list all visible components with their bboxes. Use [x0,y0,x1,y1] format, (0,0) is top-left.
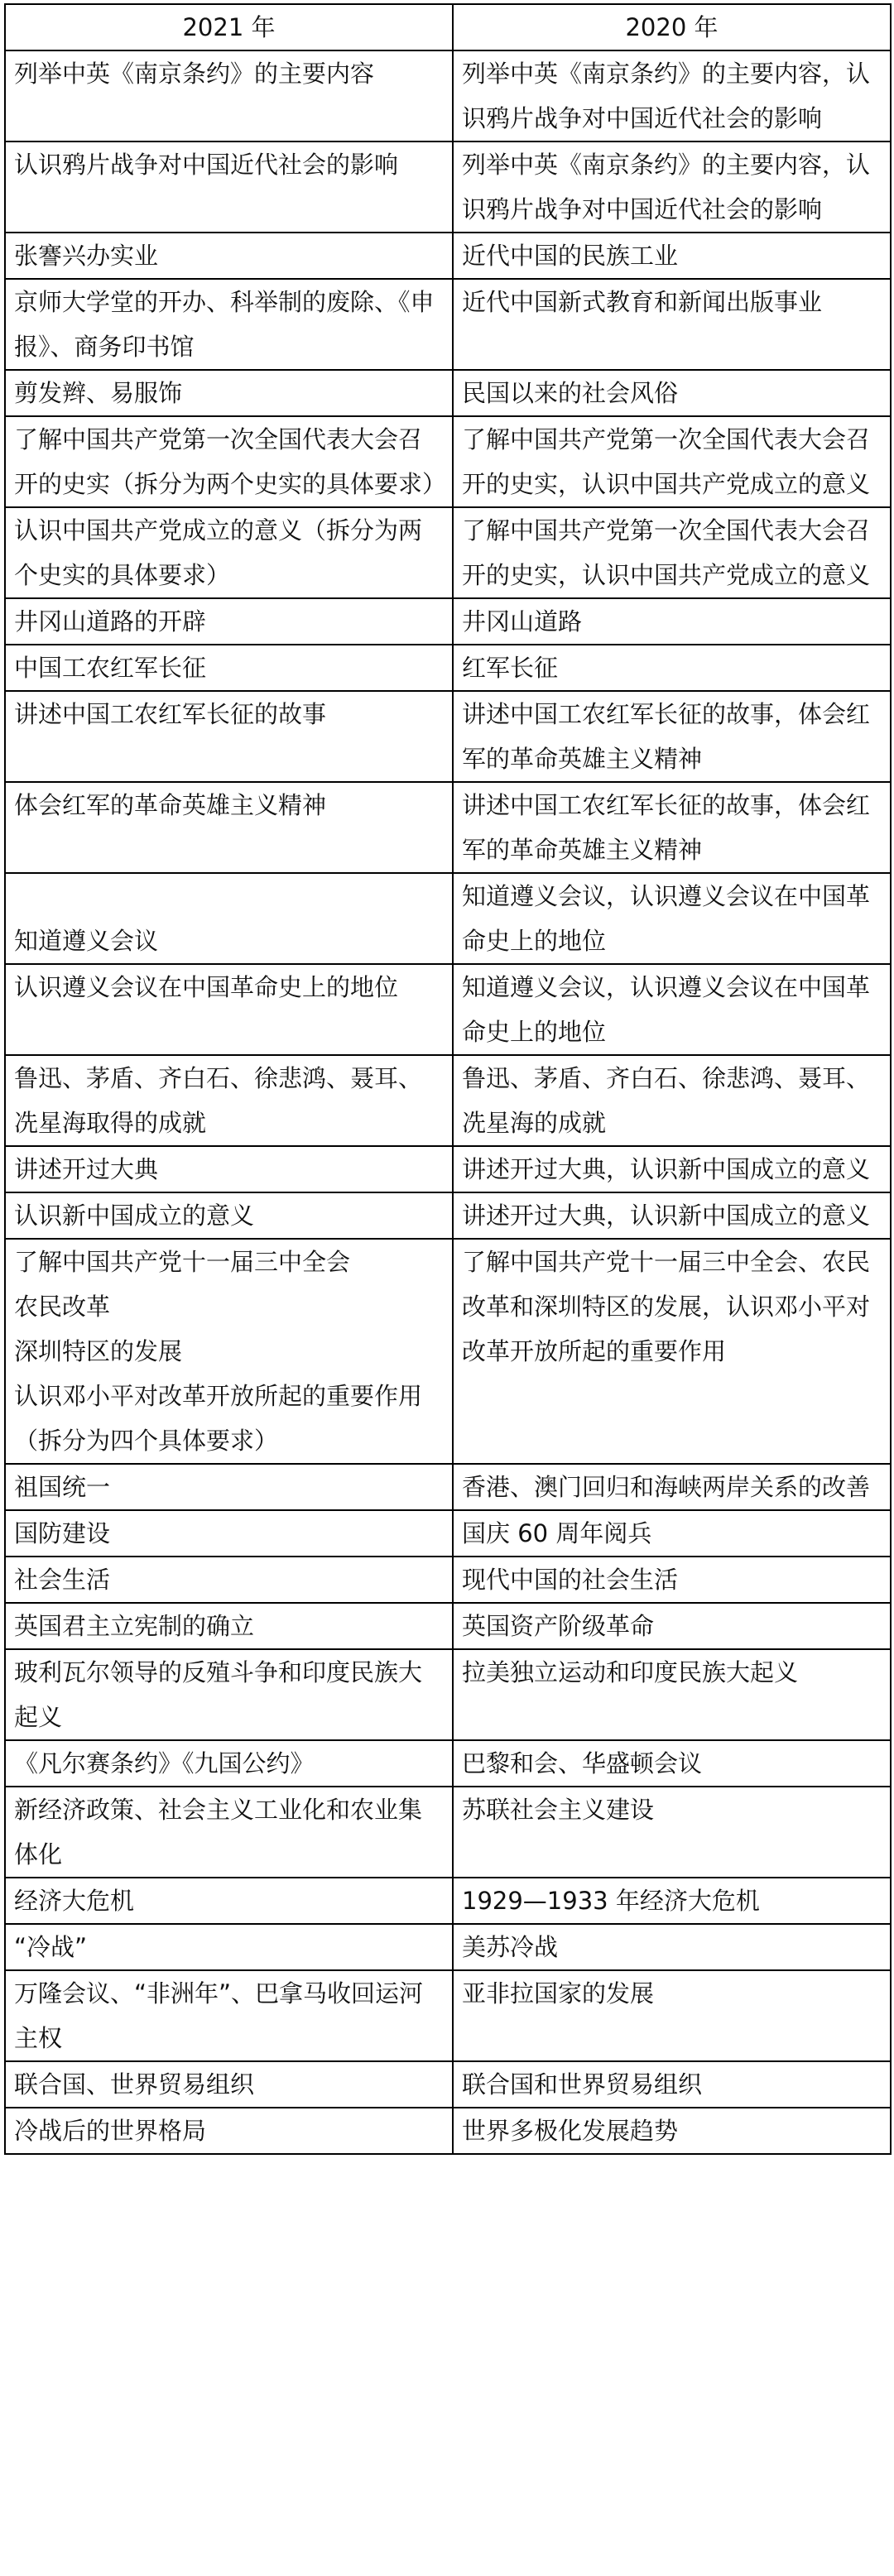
header-row [5,4,891,50]
cell-2020: 讲述中国工农红军长征的故事，体会红军的革命英雄主义精神 [453,782,891,873]
cell-2021: 社会生活 [5,1557,453,1603]
cell-2020: 讲述中国工农红军长征的故事，体会红军的革命英雄主义精神 [453,691,891,782]
cell-2020: 井冈山道路 [453,598,891,645]
table-row [5,1055,891,1146]
table-row [5,1239,891,1464]
cell-2021: 知道遵义会议 [5,873,453,964]
cell-2020: 了解中国共产党十一届三中全会、农民改革和深圳特区的发展，认识邓小平对改革开放所起的重要作用 [453,1239,891,1464]
table-row [5,50,891,142]
table-row [5,1557,891,1603]
cell-2020: 讲述开过大典，认识新中国成立的意义 [453,1146,891,1192]
table-row [5,598,891,645]
cell-2020: 国庆 60 周年阅兵 [453,1510,891,1557]
table-row [5,1878,891,1924]
cell-2021: 京师大学堂的开办、科举制的废除、《申报》、商务印书馆 [5,279,453,370]
cell-2021: 鲁迅、茅盾、齐白石、徐悲鸿、聂耳、冼星海取得的成就 [5,1055,453,1146]
table-row [5,1740,891,1787]
cell-2021: 《凡尔赛条约》《九国公约》 [5,1740,453,1787]
cell-2020: 列举中英《南京条约》的主要内容，认识鸦片战争对中国近代社会的影响 [453,50,891,142]
cell-2020: 1929—1933 年经济大危机 [453,1878,891,1924]
cell-2021: 玻利瓦尔领导的反殖斗争和印度民族大起义 [5,1649,453,1740]
table-row [5,964,891,1055]
table-row [5,1510,891,1557]
cell-2020: 亚非拉国家的发展 [453,1970,891,2061]
table-row [5,1970,891,2061]
table-row [5,507,891,598]
cell-2021: 张謇兴办实业 [5,233,453,279]
table-row [5,1787,891,1878]
cell-2021: 讲述开过大典 [5,1146,453,1192]
table-row [5,1924,891,1970]
table-row [5,279,891,370]
table-row [5,2061,891,2108]
cell-2021: 英国君主立宪制的确立 [5,1603,453,1649]
cell-2021: 认识新中国成立的意义 [5,1192,453,1239]
cell-2021: 新经济政策、社会主义工业化和农业集体化 [5,1787,453,1878]
cell-2021: 万隆会议、“非洲年”、巴拿马收回运河主权 [5,1970,453,2061]
cell-2020: 世界多极化发展趋势 [453,2108,891,2154]
cell-2020: 拉美独立运动和印度民族大起义 [453,1649,891,1740]
table-row [5,1649,891,1740]
cell-2021: 中国工农红军长征 [5,645,453,691]
table-body [5,50,891,2154]
cell-2021: “冷战” [5,1924,453,1970]
table-row [5,233,891,279]
cell-2021: 井冈山道路的开辟 [5,598,453,645]
table-row [5,142,891,233]
cell-2020: 知道遵义会议，认识遵义会议在中国革命史上的地位 [453,873,891,964]
cell-2020: 了解中国共产党第一次全国代表大会召开的史实，认识中国共产党成立的意义 [453,416,891,507]
cell-2020: 巴黎和会、华盛顿会议 [453,1740,891,1787]
cell-2020: 讲述开过大典，认识新中国成立的意义 [453,1192,891,1239]
cell-2021: 冷战后的世界格局 [5,2108,453,2154]
cell-2021: 剪发辫、易服饰 [5,370,453,416]
cell-2020: 联合国和世界贸易组织 [453,2061,891,2108]
cell-2021: 了解中国共产党第一次全国代表大会召开的史实（拆分为两个史实的具体要求） [5,416,453,507]
table-row [5,2108,891,2154]
cell-2020: 民国以来的社会风俗 [453,370,891,416]
cell-2021: 认识中国共产党成立的意义（拆分为两个史实的具体要求） [5,507,453,598]
cell-2021: 认识遵义会议在中国革命史上的地位 [5,964,453,1055]
cell-2020: 香港、澳门回归和海峡两岸关系的改善 [453,1464,891,1510]
cell-2021: 了解中国共产党十一届三中全会 农民改革 深圳特区的发展 认识邓小平对改革开放所起的重要作用（拆分为四个具体要求） [5,1239,453,1464]
cell-2020: 知道遵义会议，认识遵义会议在中国革命史上的地位 [453,964,891,1055]
cell-2020: 现代中国的社会生活 [453,1557,891,1603]
cell-2021: 联合国、世界贸易组织 [5,2061,453,2108]
cell-2020: 鲁迅、茅盾、齐白石、徐悲鸿、聂耳、冼星海的成就 [453,1055,891,1146]
table-row [5,1192,891,1239]
cell-2021: 列举中英《南京条约》的主要内容 [5,50,453,142]
cell-2021: 认识鸦片战争对中国近代社会的影响 [5,142,453,233]
cell-2021: 体会红军的革命英雄主义精神 [5,782,453,873]
cell-2020: 列举中英《南京条约》的主要内容，认识鸦片战争对中国近代社会的影响 [453,142,891,233]
cell-2021: 经济大危机 [5,1878,453,1924]
cell-2020: 近代中国新式教育和新闻出版事业 [453,279,891,370]
table-row [5,1464,891,1510]
cell-2020: 红军长征 [453,645,891,691]
cell-2020: 近代中国的民族工业 [453,233,891,279]
table-row [5,416,891,507]
table-row [5,691,891,782]
table-row [5,370,891,416]
cell-2021: 讲述中国工农红军长征的故事 [5,691,453,782]
header-2021: 2021 年 [5,4,453,50]
header-2020: 2020 年 [453,4,891,50]
cell-2020: 美苏冷战 [453,1924,891,1970]
cell-2021: 祖国统一 [5,1464,453,1510]
cell-2020: 苏联社会主义建设 [453,1787,891,1878]
table-row [5,1146,891,1192]
cell-2020: 英国资产阶级革命 [453,1603,891,1649]
table-row [5,873,891,964]
cell-2021: 国防建设 [5,1510,453,1557]
table-row [5,782,891,873]
comparison-table [4,3,892,2155]
table-row [5,1603,891,1649]
table-row [5,645,891,691]
cell-2020: 了解中国共产党第一次全国代表大会召开的史实，认识中国共产党成立的意义 [453,507,891,598]
